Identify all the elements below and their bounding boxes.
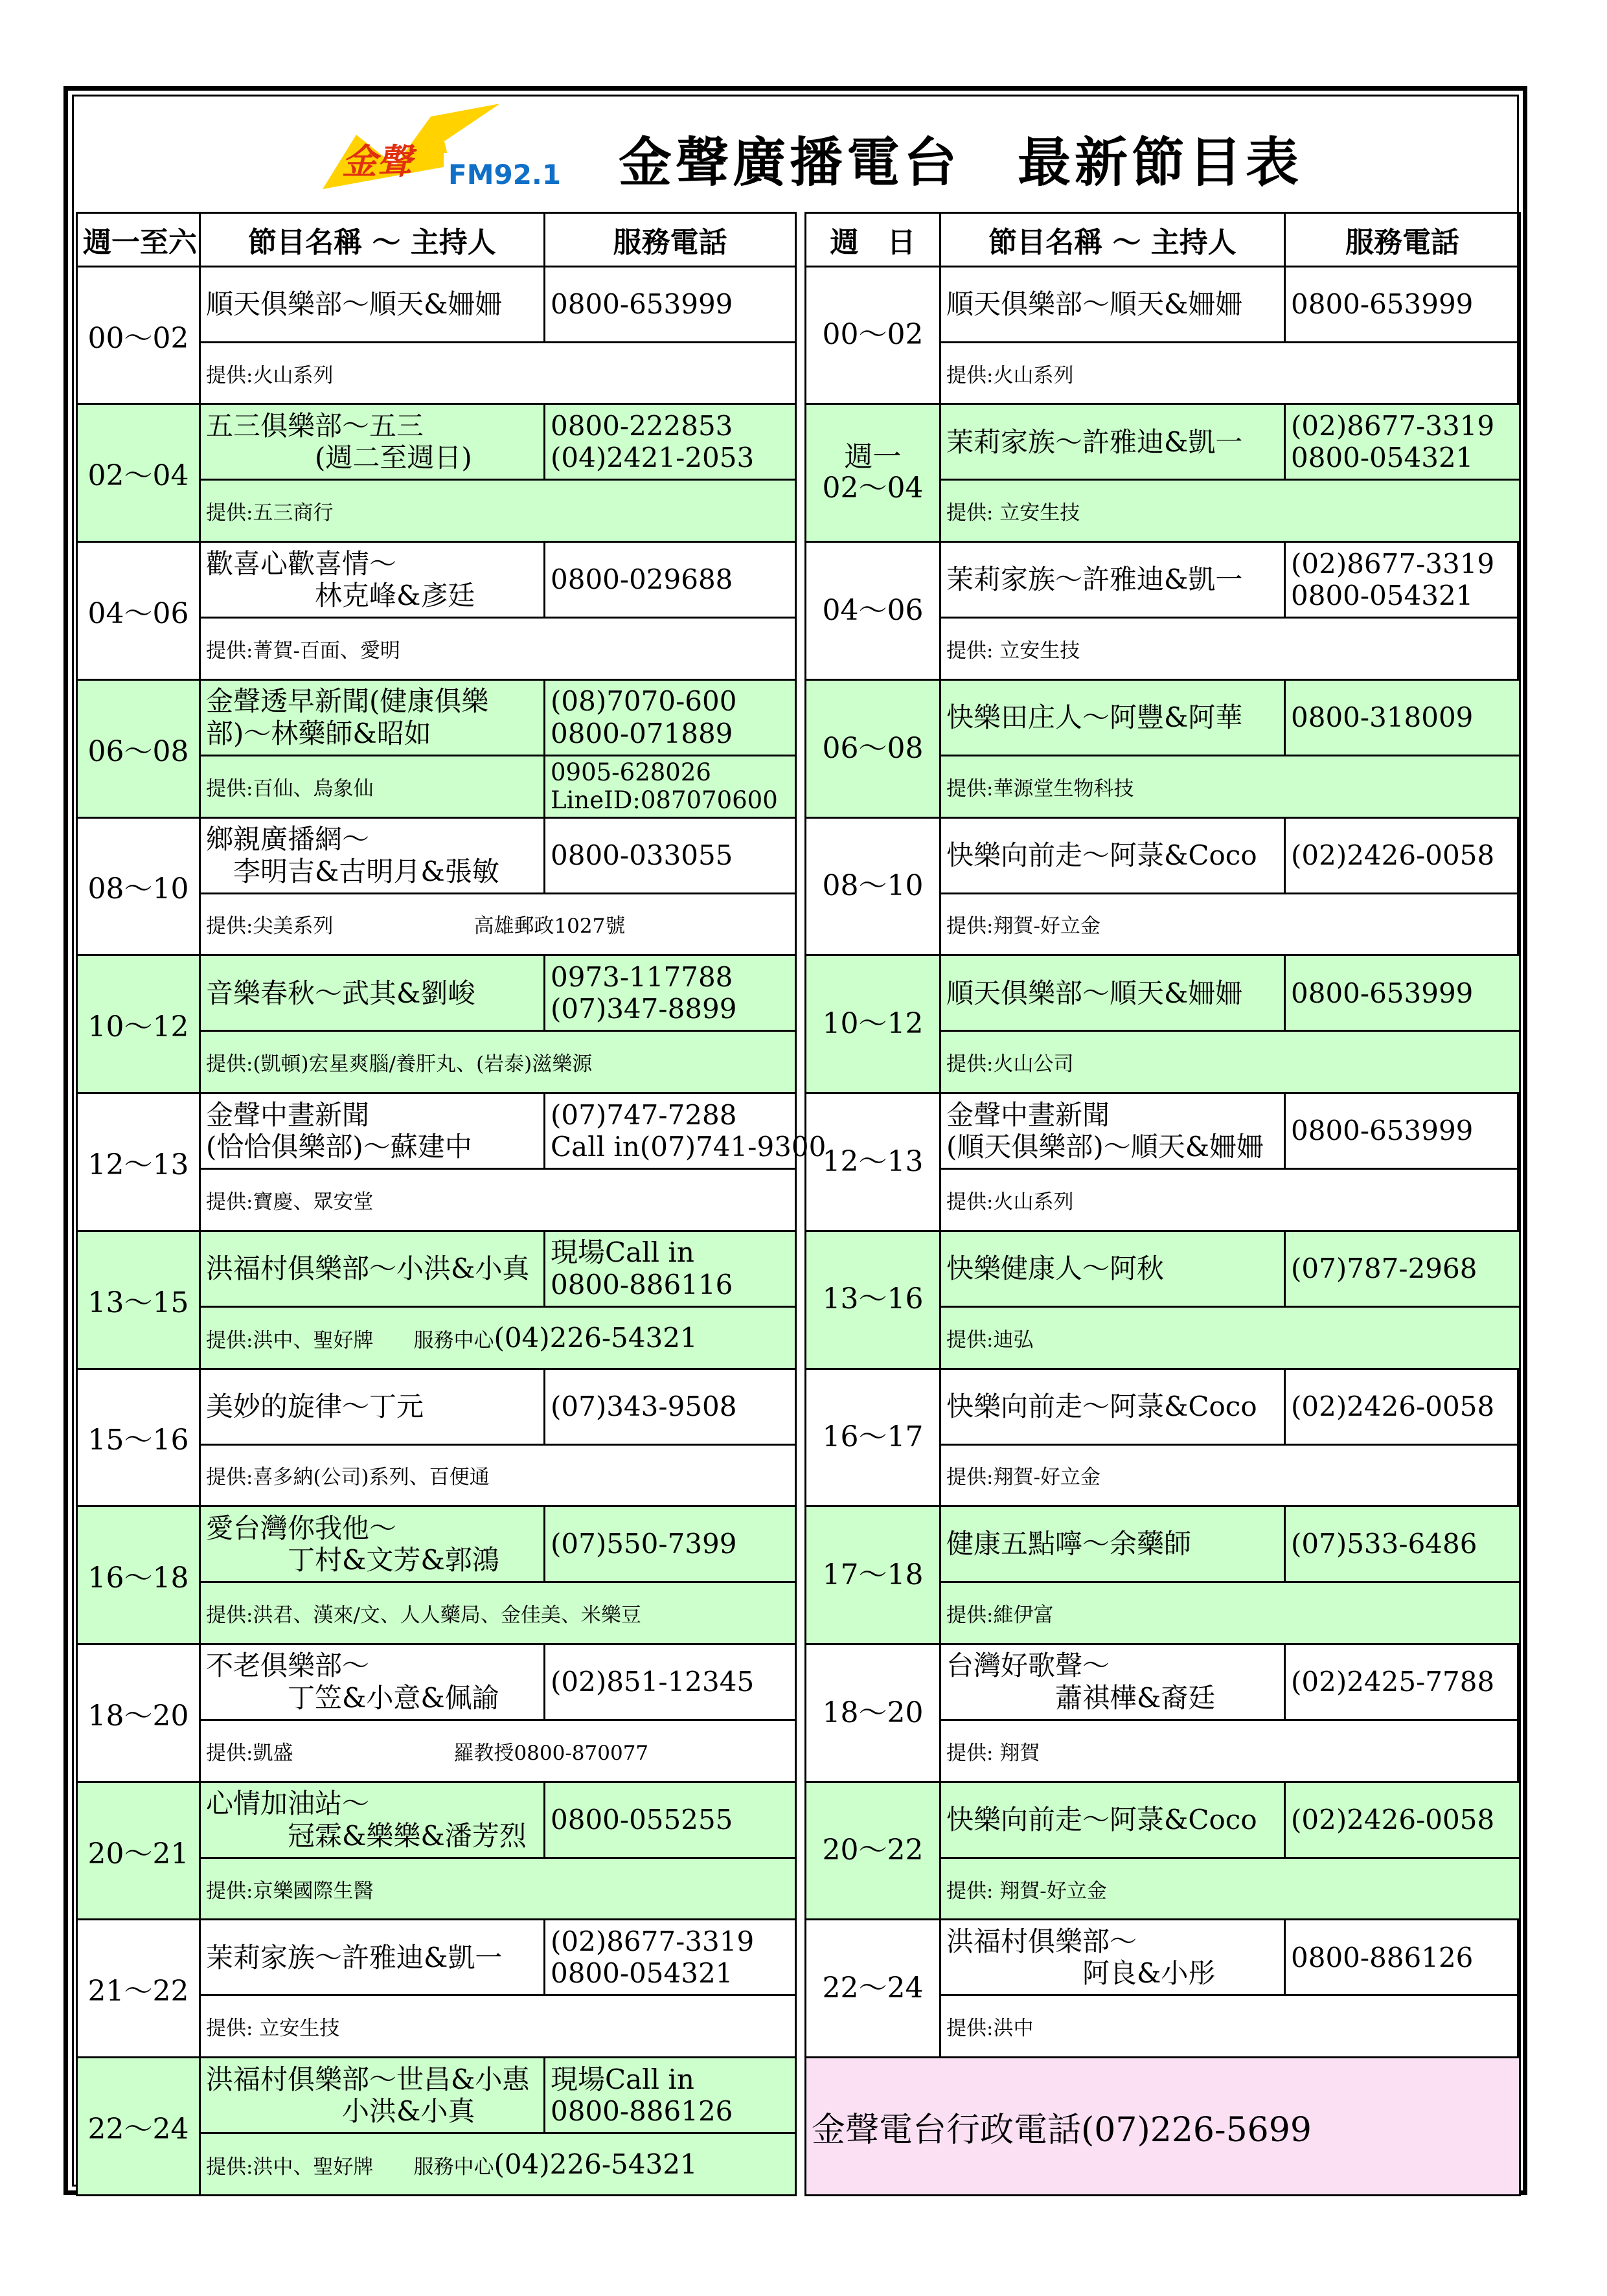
weekday-phone: (08)7070-600 0800-071889 (545, 679, 796, 755)
weekday-sponsor-text: 提供:尖美系列 高雄郵政1027號 (206, 915, 626, 938)
weekday-sponsor-text: 提供:洪中、聖好牌 服務中心 (206, 2155, 494, 2179)
weekday-sponsor (200, 1995, 796, 2058)
weekday-phone: 現場Call in 0800-886126 (545, 2058, 796, 2133)
weekday-program: 茉莉家族～許雅迪&凱一 (200, 1920, 545, 1995)
sunday-program: 台灣好歌聲～ 蕭祺樺&裔廷 (940, 1644, 1285, 1720)
program-row (77, 955, 1520, 1031)
sunday-sponsor: 提供:火山系列 (940, 1169, 1520, 1231)
weekday-sponsor-text: 提供:(凱頓)宏星爽腦/養肝丸、(岩泰)滋樂源 (206, 1052, 593, 1076)
weekday-phone: 0800-055255 (545, 1782, 796, 1858)
weekday-time: 08～10 (77, 817, 200, 955)
weekday-time: 12～13 (77, 1093, 200, 1231)
sunday-program: 健康五點嚀～余藥師 (940, 1506, 1285, 1582)
sunday-phone: (02)2426-0058 (1285, 1782, 1520, 1858)
column-gap (796, 542, 806, 680)
weekday-program: 五三俱樂部～五三 (週二至週日) (200, 404, 545, 480)
sunday-time: 16～17 (806, 1369, 940, 1506)
program-row (77, 2058, 1520, 2133)
weekday-phone: (07)343-9508 (545, 1369, 796, 1444)
sunday-program: 洪福村俱樂部～ 阿良&小彤 (940, 1920, 1285, 1995)
weekday-time: 16～18 (77, 1506, 200, 1644)
col-weekday-time: 週一至六 (77, 213, 200, 267)
sunday-time: 週一 02～04 (806, 404, 940, 542)
column-gap (796, 1782, 806, 1920)
weekday-phone: (02)851-12345 (545, 1644, 796, 1720)
weekday-program: 心情加油站～ 冠霖&樂樂&潘芳烈 (200, 1782, 545, 1858)
weekday-sponsor-text: 提供: 立安生技 (206, 2017, 340, 2041)
sunday-program: 快樂向前走～阿菉&Coco (940, 1782, 1285, 1858)
column-gap (796, 1506, 806, 1644)
program-row (77, 1920, 1520, 1995)
header-row (77, 213, 1520, 267)
weekday-sponsor: 提供:百仙、烏象仙 (200, 755, 545, 817)
sunday-time: 12～13 (806, 1093, 940, 1231)
weekday-time: 06～08 (77, 679, 200, 817)
col-sunday-time: 週 日 (806, 213, 940, 267)
program-row (77, 542, 1520, 618)
col-weekday-program: 節目名稱 ～ 主持人 (200, 213, 545, 267)
weekday-time: 13～15 (77, 1231, 200, 1369)
weekday-time: 00～02 (77, 266, 200, 404)
sunday-sponsor: 提供: 翔賀 (940, 1720, 1520, 1782)
col-sunday-phone: 服務電話 (1285, 213, 1520, 267)
weekday-sponsor-text: 提供:京樂國際生醫 (206, 1879, 374, 1903)
weekday-phone: (07)747-7288 Call in(07)741-9300 (545, 1093, 796, 1169)
sunday-phone: 0800-318009 (1285, 679, 1520, 755)
weekday-sponsor (200, 1169, 796, 1231)
weekday-time: 20～21 (77, 1782, 200, 1920)
sunday-sponsor: 提供:翔賀-好立金 (940, 1444, 1520, 1506)
weekday-phone: 現場Call in 0800-886116 (545, 1231, 796, 1306)
weekday-time: 21～22 (77, 1920, 200, 2058)
sunday-program: 金聲中晝新聞 (順天俱樂部)～順天&姍姍 (940, 1093, 1285, 1169)
sunday-phone: (02)2425-7788 (1285, 1644, 1520, 1720)
sunday-phone: 0800-653999 (1285, 1093, 1520, 1169)
sunday-sponsor: 提供:翔賀-好立金 (940, 893, 1520, 955)
weekday-sponsor (200, 1444, 796, 1506)
weekday-sponsor-text: 提供:寶慶、眾安堂 (206, 1190, 374, 1214)
weekday-time: 02～04 (77, 404, 200, 542)
program-row (77, 679, 1520, 755)
sunday-program: 快樂健康人～阿秋 (940, 1231, 1285, 1306)
schedule-table (76, 212, 1521, 2196)
weekday-program: 愛台灣你我他～ 丁村&文芳&郭鴻 (200, 1506, 545, 1582)
col-sunday-program: 節目名稱 ～ 主持人 (940, 213, 1285, 267)
sunday-time: 04～06 (806, 542, 940, 680)
weekday-phone: (02)8677-3319 0800-054321 (545, 1920, 796, 1995)
column-gap (796, 1920, 806, 2058)
weekday-program: 美妙的旋律～丁元 (200, 1369, 545, 1444)
sunday-time: 20～22 (806, 1782, 940, 1920)
sunday-program: 順天俱樂部～順天&姍姍 (940, 266, 1285, 342)
sunday-phone: (07)787-2968 (1285, 1231, 1520, 1306)
program-row (77, 1506, 1520, 1582)
weekday-program: 金聲中晝新聞 (恰恰俱樂部)～蘇建中 (200, 1093, 545, 1169)
weekday-program: 鄉親廣播網～ 李明吉&古明月&張敏 (200, 817, 545, 893)
weekday-program: 洪福村俱樂部～世昌&小惠 小洪&小真 (200, 2058, 545, 2133)
column-gap (796, 1644, 806, 1782)
column-gap (796, 817, 806, 955)
weekday-time: 22～24 (77, 2058, 200, 2196)
sunday-phone: (02)8677-3319 0800-054321 (1285, 404, 1520, 480)
weekday-sponsor (200, 1582, 796, 1644)
col-weekday-phone: 服務電話 (545, 213, 796, 267)
logo-text: 金聲 (342, 141, 412, 182)
sunday-program: 茉莉家族～許雅迪&凱一 (940, 404, 1285, 480)
program-row (77, 1644, 1520, 1720)
sunday-sponsor: 提供: 立安生技 (940, 618, 1520, 680)
page-title: 金聲廣播電台 最新節目表 (619, 131, 1303, 194)
sunday-phone: 0800-653999 (1285, 266, 1520, 342)
weekday-sponsor (200, 1858, 796, 1920)
sunday-program: 快樂田庄人～阿豐&阿華 (940, 679, 1285, 755)
weekday-phone: 0973-117788 (07)347-8899 (545, 955, 796, 1031)
weekday-sponsor-text: 提供:五三商行 (206, 501, 334, 525)
weekday-phone: 0800-033055 (545, 817, 796, 893)
sunday-time: 18～20 (806, 1644, 940, 1782)
sunday-phone: (02)2426-0058 (1285, 1369, 1520, 1444)
weekday-sponsor-text: 提供:洪君、漢來/文、人人藥局、金佳美、米樂豆 (206, 1604, 641, 1628)
weekday-sponsor-text: 提供:火山系列 (206, 363, 334, 387)
sunday-time: 10～12 (806, 955, 940, 1093)
weekday-program: 不老俱樂部～ 丁笠&小意&佩諭 (200, 1644, 545, 1720)
column-gap (796, 955, 806, 1093)
sunday-phone: (02)8677-3319 0800-054321 (1285, 542, 1520, 618)
weekday-sponsor (200, 1720, 796, 1782)
weekday-sponsor-phone: (04)226-54321 (494, 1321, 698, 1354)
sunday-time: 13～16 (806, 1231, 940, 1369)
weekday-sponsor-text: 提供:洪中、聖好牌 服務中心 (206, 1328, 494, 1352)
sunday-phone: 0800-653999 (1285, 955, 1520, 1031)
sunday-time: 00～02 (806, 266, 940, 404)
sunday-time: 06～08 (806, 679, 940, 817)
program-row (77, 1093, 1520, 1169)
weekday-time: 18～20 (77, 1644, 200, 1782)
column-gap (796, 404, 806, 542)
weekday-sponsor (200, 2133, 796, 2196)
program-row (77, 404, 1520, 480)
weekday-sponsor-phone: 0905-628026 LineID:087070600 (545, 755, 796, 817)
weekday-sponsor-text: 提供:喜多納(公司)系列、百便通 (206, 1466, 490, 1490)
station-logo (317, 104, 562, 198)
sunday-time: 22～24 (806, 1920, 940, 2058)
sunday-sponsor: 提供:洪中 (940, 1995, 1520, 2058)
column-gap (796, 1231, 806, 1369)
weekday-sponsor (200, 1306, 796, 1369)
weekday-program: 順天俱樂部～順天&姍姍 (200, 266, 545, 342)
program-row (77, 1231, 1520, 1306)
sunday-sponsor: 提供:火山公司 (940, 1031, 1520, 1093)
column-gap (796, 1369, 806, 1506)
weekday-sponsor-text: 提供:菁賀-百面、愛明 (206, 639, 400, 663)
sunday-phone: (02)2426-0058 (1285, 817, 1520, 893)
logo-freq: FM92.1 (448, 159, 562, 190)
weekday-program: 音樂春秋～武其&劉峻 (200, 955, 545, 1031)
weekday-sponsor-text: 提供:凱盛 羅教授0800-870077 (206, 1741, 649, 1765)
admin-phone: 金聲電台行政電話(07)226-5699 (806, 2058, 1520, 2196)
column-gap (796, 679, 806, 817)
weekday-program: 洪福村俱樂部～小洪&小真 (200, 1231, 545, 1306)
sunday-sponsor: 提供:迪弘 (940, 1306, 1520, 1369)
weekday-phone: 0800-029688 (545, 542, 796, 618)
sunday-sponsor: 提供: 立安生技 (940, 480, 1520, 542)
weekday-sponsor (200, 342, 796, 404)
sunday-program: 快樂向前走～阿菉&Coco (940, 817, 1285, 893)
weekday-program: 金聲透早新聞(健康俱樂 部)～林藥師&昭如 (200, 679, 545, 755)
weekday-time: 10～12 (77, 955, 200, 1093)
program-row (77, 1782, 1520, 1858)
weekday-phone: (07)550-7399 (545, 1506, 796, 1582)
sunday-program: 快樂向前走～阿菉&Coco (940, 1369, 1285, 1444)
sunday-time: 08～10 (806, 817, 940, 955)
sunday-time: 17～18 (806, 1506, 940, 1644)
program-row (77, 266, 1520, 342)
weekday-sponsor-phone: (04)226-54321 (494, 2148, 698, 2181)
weekday-sponsor (200, 480, 796, 542)
sunday-sponsor: 提供:火山系列 (940, 342, 1520, 404)
sunday-phone: 0800-886126 (1285, 1920, 1520, 1995)
program-row (77, 1369, 1520, 1444)
weekday-time: 04～06 (77, 542, 200, 680)
weekday-sponsor (200, 893, 796, 955)
weekday-time: 15～16 (77, 1369, 200, 1506)
column-gap (796, 213, 806, 267)
sunday-sponsor: 提供: 翔賀-好立金 (940, 1858, 1520, 1920)
sunday-phone: (07)533-6486 (1285, 1506, 1520, 1582)
sunday-sponsor: 提供:維伊富 (940, 1582, 1520, 1644)
weekday-sponsor (200, 1031, 796, 1093)
weekday-phone: 0800-222853 (04)2421-2053 (545, 404, 796, 480)
sunday-program: 順天俱樂部～順天&姍姍 (940, 955, 1285, 1031)
column-gap (796, 2058, 806, 2196)
program-row (77, 817, 1520, 893)
weekday-phone: 0800-653999 (545, 266, 796, 342)
sunday-sponsor: 提供:華源堂生物科技 (940, 755, 1520, 817)
column-gap (796, 266, 806, 404)
weekday-sponsor (200, 618, 796, 680)
weekday-program: 歡喜心歡喜情～ 林克峰&彥廷 (200, 542, 545, 618)
sunday-program: 茉莉家族～許雅迪&凱一 (940, 542, 1285, 618)
